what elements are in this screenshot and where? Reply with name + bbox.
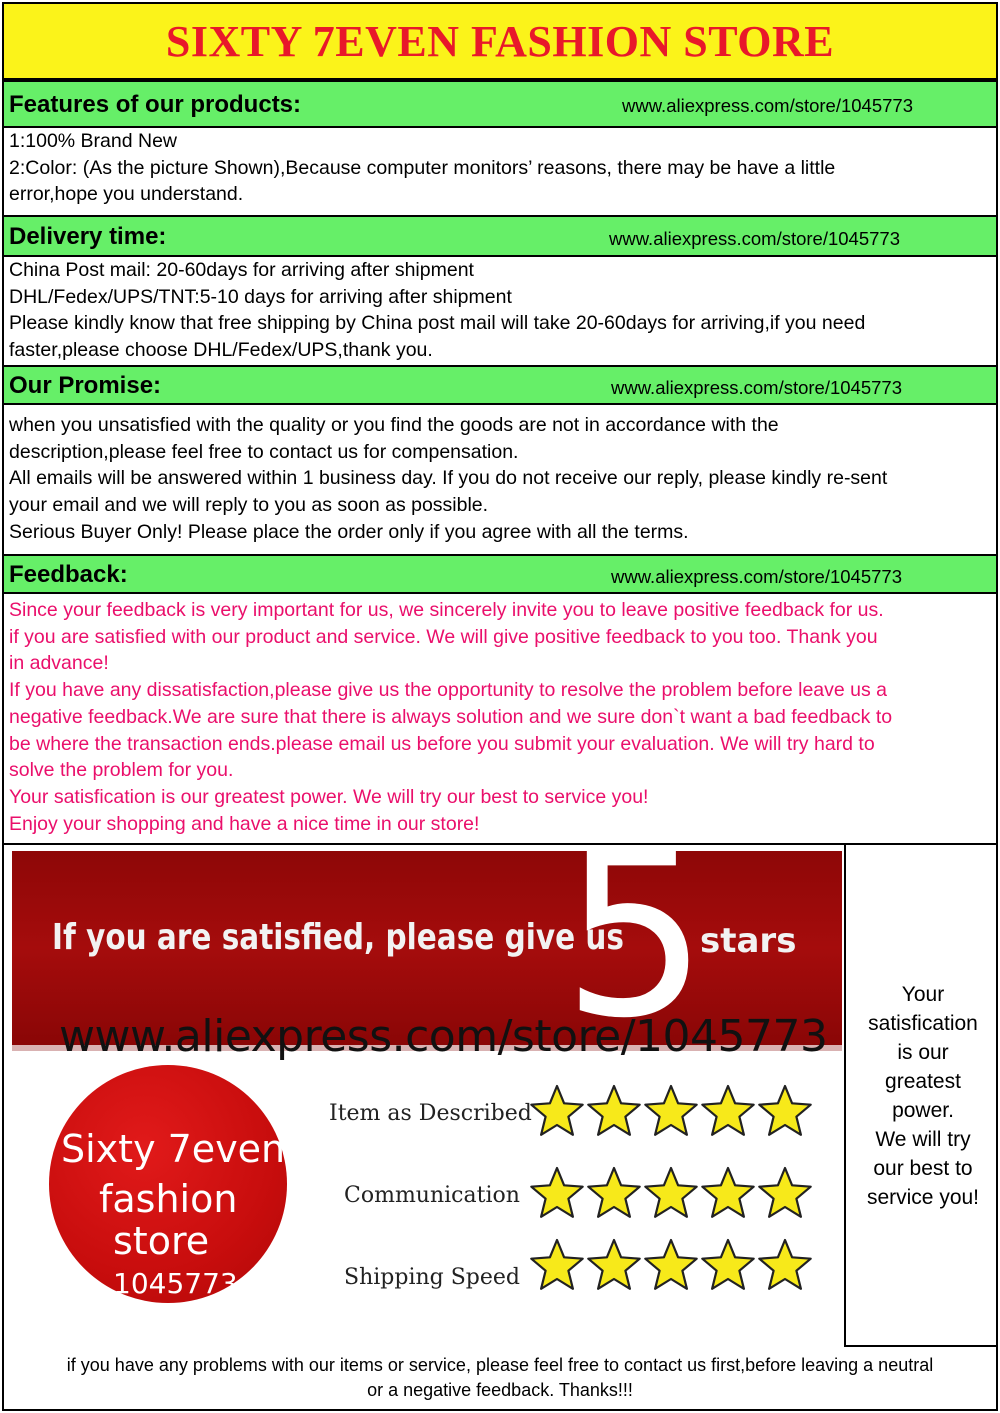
banner-stars-word: stars — [700, 921, 797, 961]
circle-line-1: Sixty 7even — [61, 1127, 286, 1171]
circle-line-3: store — [113, 1219, 210, 1263]
feedback-url[interactable]: www.aliexpress.com/store/1045773 — [611, 566, 903, 587]
star-icon — [529, 1237, 585, 1295]
star-icon — [757, 1165, 813, 1223]
star-icon — [700, 1083, 756, 1141]
star-icon — [586, 1165, 642, 1223]
feedback-line: negative feedback.We are sure that there is always solution and we sure don`t want a bad feedback to — [9, 705, 893, 728]
side-line: is our — [897, 1041, 949, 1064]
promise-line: All emails will be answered within 1 business day. If you do not receive our reply, please kindly re-sent — [9, 467, 888, 490]
feedback-header — [4, 554, 996, 594]
store-title: SIXTY 7EVEN FASHION STORE — [165, 16, 835, 66]
delivery-title: Delivery time: — [9, 223, 167, 250]
star-icon — [643, 1083, 699, 1141]
feedback-line: Since your feedback is very important for us, we sincerely invite you to leave positive feedback for us. — [9, 599, 884, 621]
feedback-title: Feedback: — [9, 561, 128, 588]
rating-label-communication: Communication — [344, 1183, 520, 1208]
promise-line: when you unsatisfied with the quality or you find the goods are not in accordance with the — [9, 414, 779, 436]
circle-line-2: fashion — [99, 1177, 238, 1221]
rating-stars-communication — [529, 1165, 819, 1227]
feedback-line: solve the problem for you. — [9, 759, 234, 782]
side-line: our best to — [873, 1157, 973, 1180]
feedback-line: in advance! — [9, 652, 109, 675]
rating-label-described: Item as Described — [329, 1101, 532, 1126]
circle-line-4: 1045773 — [113, 1267, 238, 1300]
side-message — [850, 845, 996, 1347]
side-line: Your — [901, 983, 945, 1006]
delivery-url[interactable]: www.aliexpress.com/store/1045773 — [609, 228, 901, 249]
star-icon — [757, 1083, 813, 1141]
rating-stars-shipping — [529, 1237, 819, 1299]
rating-label-shipping: Shipping Speed — [344, 1265, 520, 1290]
promise-title: Our Promise: — [9, 372, 162, 399]
feedback-line: Your satisfication is our greatest power. We will try our best to service you! — [9, 785, 649, 808]
feedback-line: if you are satisfied with our product and service. We will give positive feedback to you too. Thank you — [9, 625, 878, 648]
star-icon — [586, 1237, 642, 1295]
promise-url[interactable]: www.aliexpress.com/store/1045773 — [611, 377, 903, 398]
store-notice-sheet — [2, 2, 998, 1411]
promise-line: description,please feel free to contact us for compensation. — [9, 440, 519, 463]
promise-line: your email and we will reply to you as soon as possible. — [9, 494, 489, 517]
store-banner — [4, 4, 996, 80]
banner-text: If you are satisfied, please give us — [52, 917, 624, 958]
features-header — [4, 80, 996, 128]
features-line: error,hope you understand. — [9, 183, 244, 206]
feedback-line: be where the transaction ends.please email us before you submit your evaluation. We will try hard to — [9, 732, 875, 755]
features-url[interactable]: www.aliexpress.com/store/1045773 — [622, 95, 914, 116]
features-title: Features of our products: — [9, 91, 302, 118]
store-badge-circle — [49, 1065, 287, 1303]
side-line: power. — [892, 1099, 954, 1122]
side-message-text — [853, 980, 993, 1212]
footer-note — [4, 1347, 996, 1409]
features-line: 2:Color: (As the picture Shown),Because computer monitors’ reasons, there may be have a little — [9, 156, 836, 179]
footer-text — [8, 1353, 993, 1403]
delivery-line: Please kindly know that free shipping by China post mail will take 20-60days for arriving,if you need — [9, 312, 866, 335]
star-icon — [700, 1165, 756, 1223]
promise-line: Serious Buyer Only! Please place the order only if you agree with all the terms. — [9, 520, 689, 543]
features-body — [9, 128, 994, 208]
side-line: greatest — [885, 1070, 961, 1093]
star-icon — [643, 1237, 699, 1295]
star-icon — [757, 1237, 813, 1295]
promise-header — [4, 365, 996, 405]
star-icon — [643, 1165, 699, 1223]
delivery-line: China Post mail: 20-60days for arriving after shipment — [9, 259, 474, 281]
promo-store-url[interactable]: www.aliexpress.com/store/1045773 — [59, 1011, 828, 1062]
rating-stars-described — [529, 1083, 819, 1145]
feedback-line: Enjoy your shopping and have a nice time in our store! — [9, 812, 480, 835]
features-line: 1:100% Brand New — [9, 130, 178, 152]
promise-body — [9, 412, 994, 546]
star-icon — [529, 1083, 585, 1141]
star-icon — [586, 1083, 642, 1141]
delivery-line: faster,please choose DHL/Fedex/UPS,thank you. — [9, 339, 433, 362]
feedback-body — [9, 597, 994, 837]
footer-line: if you have any problems with our items or service, please feel free to contact us first,before leaving a neutral — [66, 1355, 934, 1375]
five-numeral: 5 — [562, 802, 709, 1069]
side-line: service you! — [866, 1186, 980, 1209]
delivery-line: DHL/Fedex/UPS/TNT:5-10 days for arriving after shipment — [9, 285, 512, 308]
star-icon — [529, 1165, 585, 1223]
feedback-line: If you have any dissatisfaction,please give us the opportunity to resolve the problem before leave us a — [9, 679, 888, 702]
delivery-header — [4, 215, 996, 257]
side-line: We will try — [875, 1128, 971, 1151]
star-icon — [700, 1237, 756, 1295]
delivery-body — [9, 257, 994, 364]
side-line: satisfication — [868, 1012, 978, 1035]
footer-line: or a negative feedback. Thanks!!! — [367, 1380, 633, 1400]
